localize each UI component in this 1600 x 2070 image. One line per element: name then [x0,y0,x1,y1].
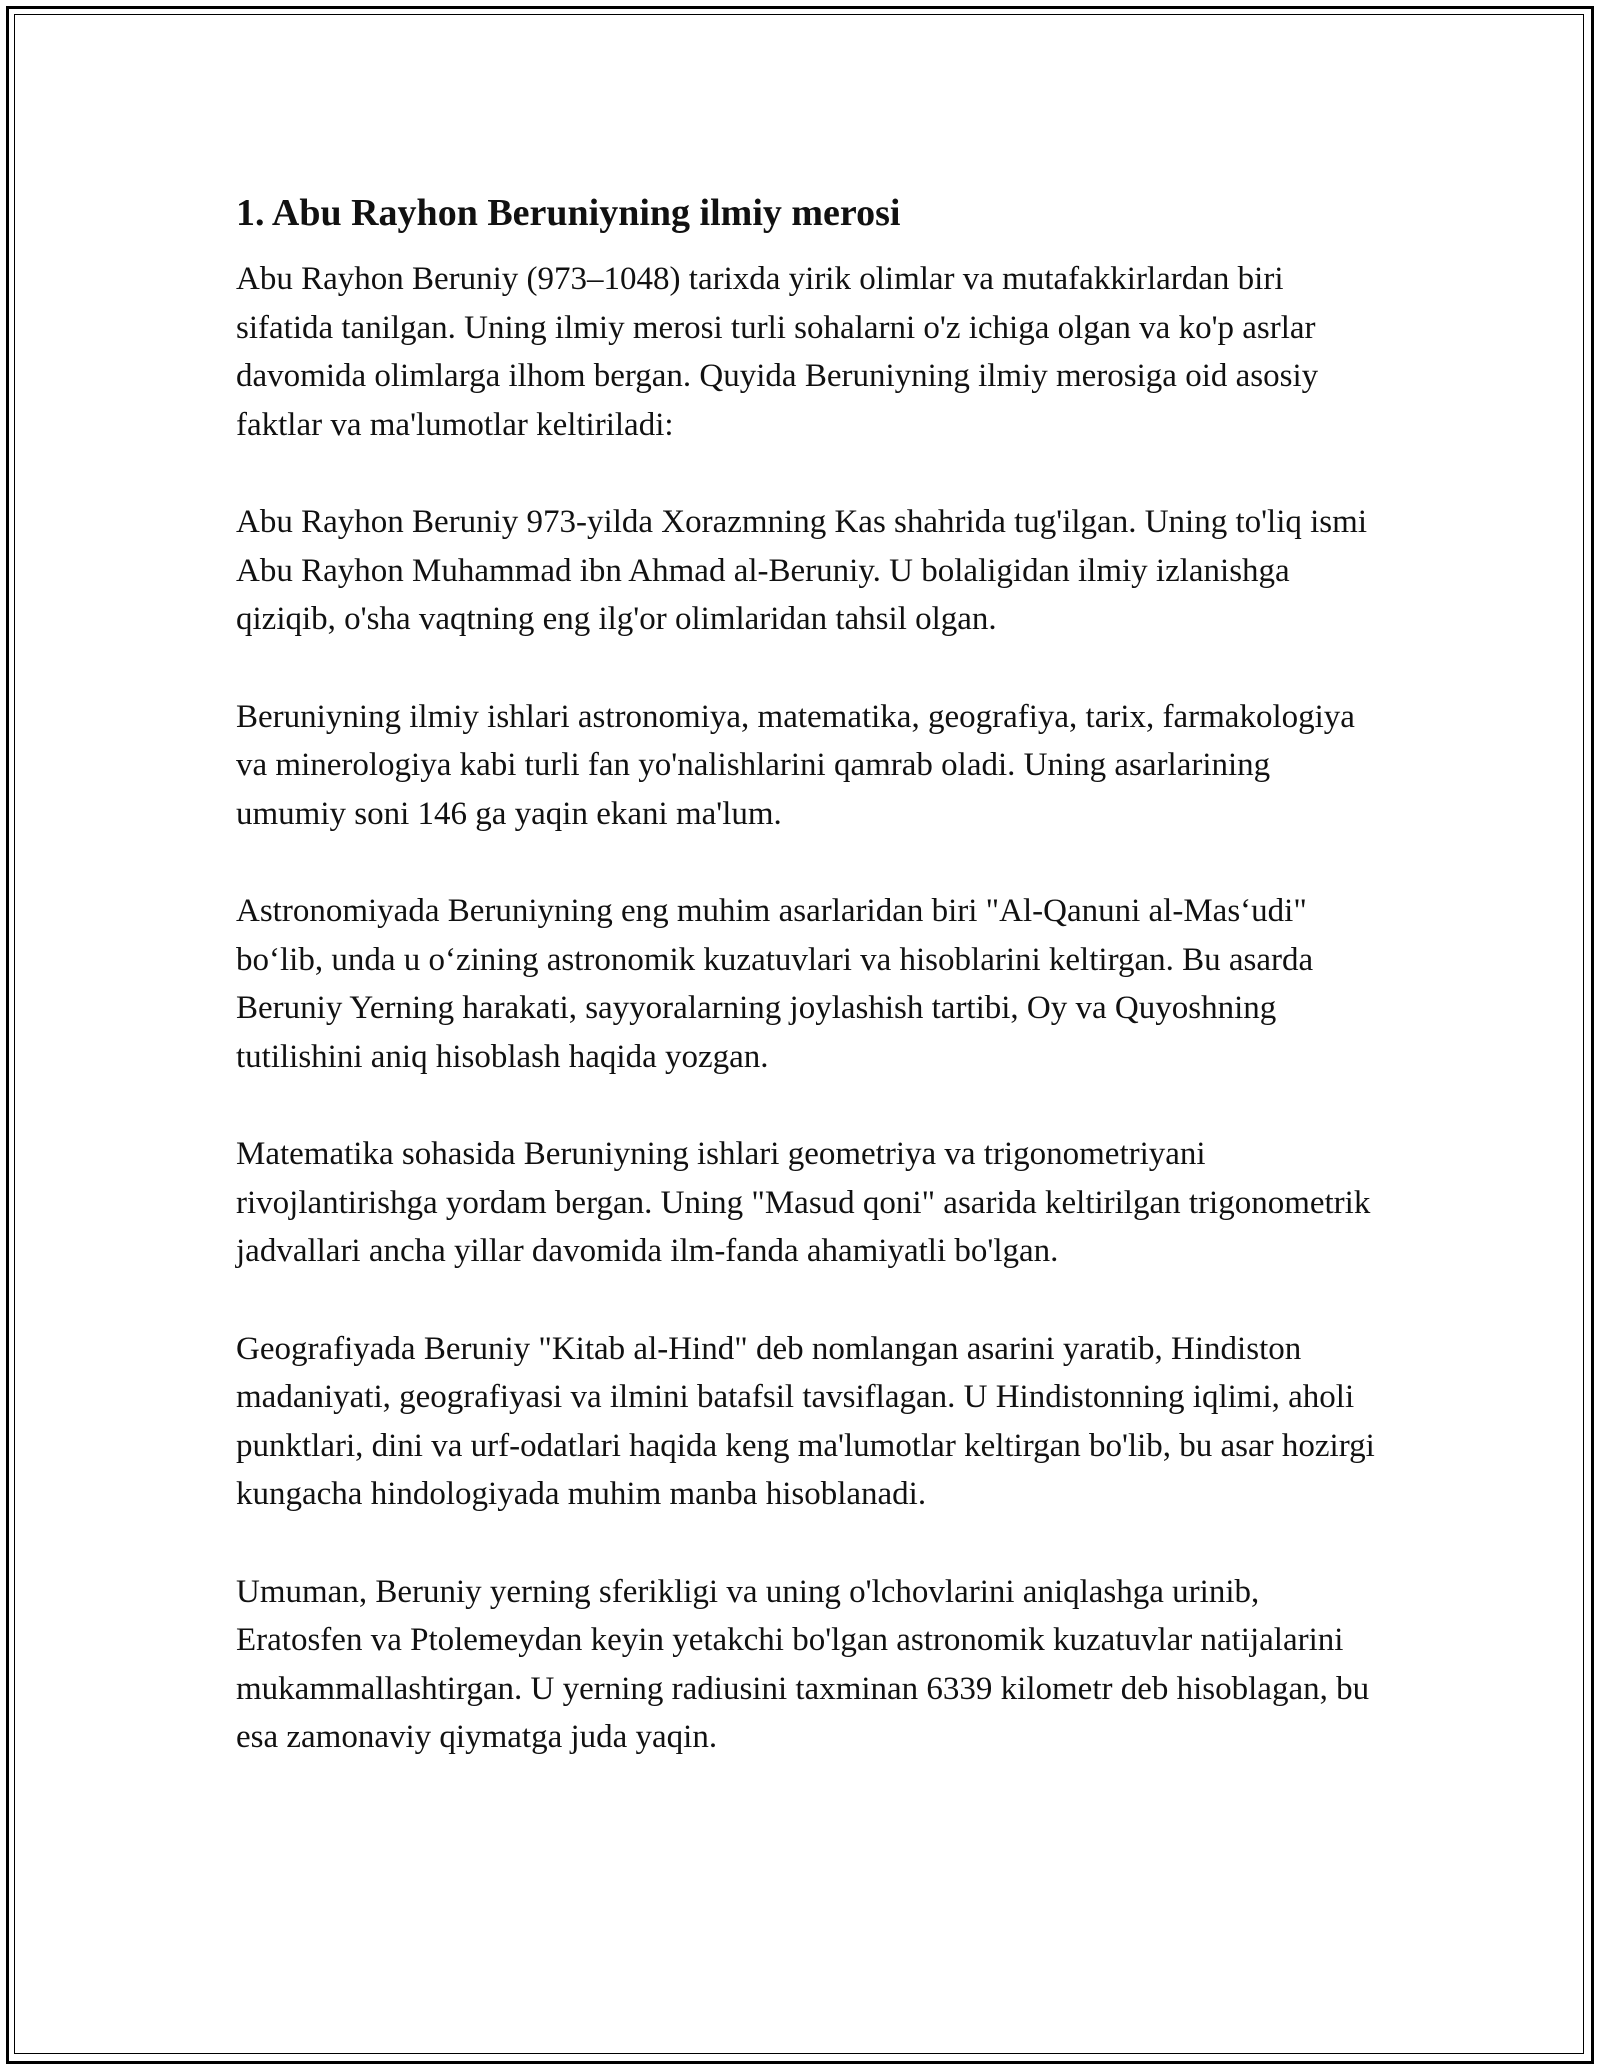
paragraph-fields: Beruniyning ilmiy ishlari astronomiya, matematika, geografiya, tarix, farmakologiya va minerologiya kabi turli fan yo'nalishlarini qamrab oladi. Uning asarlarining umumiy soni 146 ga yaqin ekani ma'lum. [236,698,1355,832]
paragraph-earth-measurement: Umuman, Beruniy yerning sferikligi va uning o'lchovlarini aniqlashga urinib, Eratosfen va Ptolemeydan keyin yetakchi bo'lgan astronomik kuzatuvlar natijalarini mukammallashtirgan. U yerning radiusini taxminan 6339 kilometr deb hisoblagan, bu esa zamonaviy qiymatga juda yaqin. [236,1573,1370,1755]
paragraph-astronomy: Astronomiyada Beruniyning eng muhim asarlaridan biri "Al-Qanuni al-Mas‘udi" bo‘lib, unda u o‘zining astronomik kuzatuvlari va hisoblarini keltirgan. Bu asarda Beruniy Yerning harakati, sayyoralarning joylashish tartibi, Oy va Quyoshning tutilishini aniq hisoblash haqida yozgan. [236,893,1314,1075]
section-heading: 1. Abu Rayhon Beruniyning ilmiy merosi [236,192,901,234]
paragraph-intro: Abu Rayhon Beruniy (973–1048) tarixda yirik olimlar va mutafakkirlardan biri sifatida tanilgan. Uning ilmiy merosi turli sohalarni o'z ichiga olgan va ko'p asrlar davomida olimlarga ilhom bergan. Quyida Beruniyning ilmiy merosiga oid asosiy faktlar va ma'lumotlar keltiriladi: [236,261,1319,443]
paragraph-geography: Geografiyada Beruniy "Kitab al-Hind" deb nomlangan asarini yaratib, Hindiston madaniyati, geografiyasi va ilmini batafsil tavsiflagan. U Hindistonning iqlimi, aholi punktlari, dini va urf-odatlari haqida keng ma'lumotlar keltirgan bo'lib, bu asar hozirgi kungacha hindologiyada muhim manba hisoblanadi. [236,1330,1375,1512]
paragraph-biography: Abu Rayhon Beruniy 973-yilda Xorazmning Kas shahrida tug'ilgan. Uning to'liq ismi Abu Rayhon Muhammad ibn Ahmad al-Beruniy. U bolaligidan ilmiy izlanishga qiziqib, o'sha vaqtning eng ilg'or olimlaridan tahsil olgan. [236,504,1367,637]
paragraph-mathematics: Matematika sohasida Beruniyning ishlari geometriya va trigonometriyani rivojlantirishga yordam bergan. Uning "Masud qoni" asarida keltirilgan trigonometrik jadvallari ancha yillar davomida ilm-fanda ahamiyatli bo'lgan. [236,1136,1371,1269]
document-body [236,185,1376,1811]
